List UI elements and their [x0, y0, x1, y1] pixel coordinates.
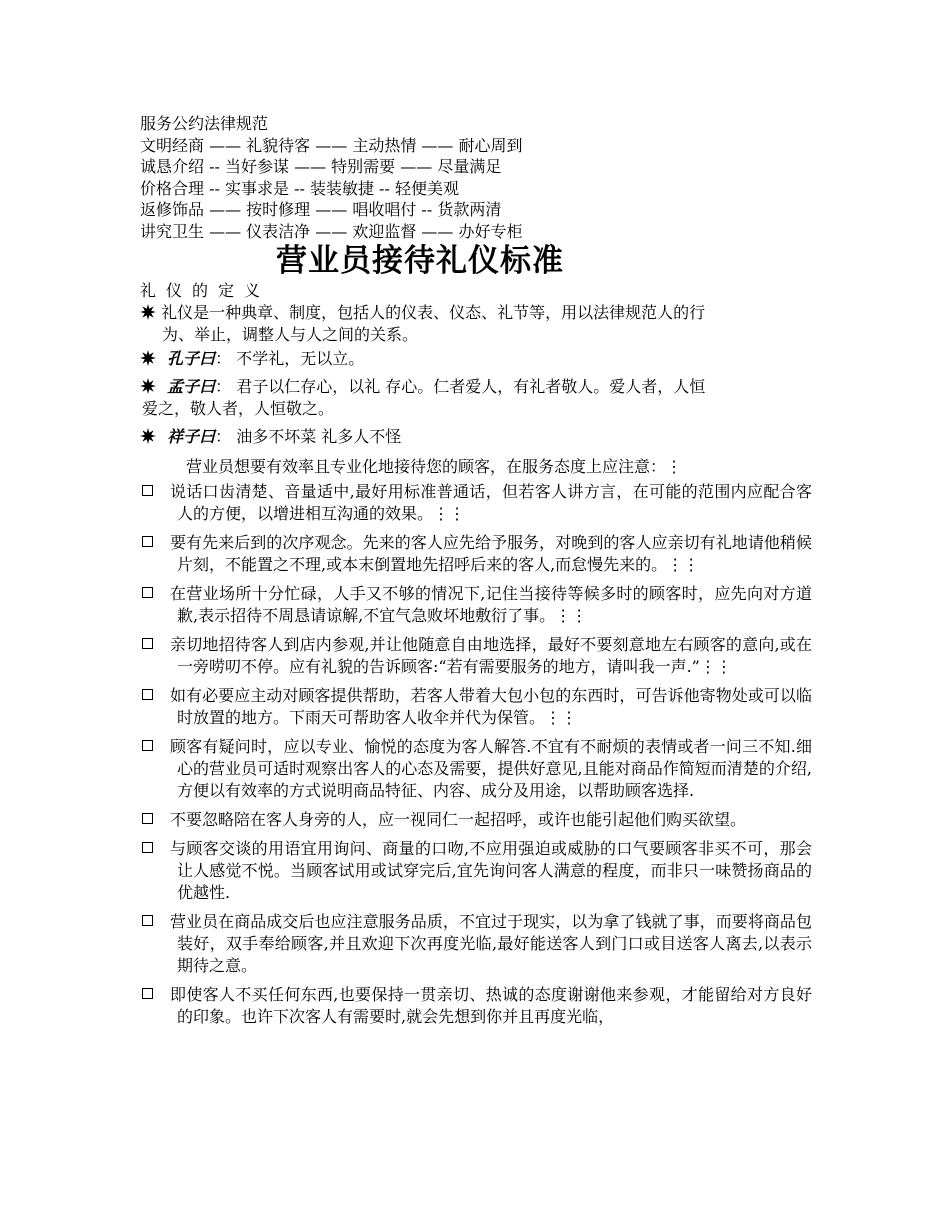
definition-line: 礼仪是一种典章、制度，包括人的仪表、仪态、礼节等，用以法律规范人的行: [140, 302, 810, 324]
service-code-line: 文明经商 —— 礼貌待客 —— 主动热情 —— 耐心周到: [140, 135, 523, 155]
quote-speaker: 祥子曰: [167, 427, 216, 446]
service-code-line: 返修饰品 —— 按时修理 —— 唱收唱付 -- 货款两清: [140, 200, 502, 219]
rule-item: 不要忽略陪在客人身旁的人，应一视同仁一起招呼，或许也能引起他们购买欲望。: [142, 809, 812, 831]
checkbox-bullet-icon: [142, 587, 153, 598]
quote-confucius: 孔子曰： 不学礼，无以立。: [140, 348, 810, 370]
rule-item: 说话口齿清楚、音量适中,最好用标准普通话，但若客人讲方言，在可能的范围内应配合客人的方便，以增进相互沟通的效果。⋮⋮: [142, 481, 812, 525]
service-code-block: [140, 113, 840, 242]
service-code-heading: 服务公约法律规范: [140, 114, 269, 133]
section-heading: 礼仪的定义: [140, 281, 271, 300]
service-code-line: 价格合理 -- 实事求是 -- 装装敏捷 -- 轻便美观: [140, 178, 459, 198]
checkbox-bullet-icon: [142, 638, 153, 649]
page-title: 营业员接待礼仪标准: [276, 243, 564, 279]
quote-mencius: 孟子曰： 君子以仁存心，以礼 存心。仁者爱人，有礼者敬人。爱人者，人恒 爱之，敬人者，人恒敬之。: [140, 376, 810, 420]
quote-text: 油多不坏菜 礼多人不怪: [236, 427, 402, 446]
checkbox-bullet-icon: [142, 842, 153, 853]
checkbox-bullet-icon: [142, 485, 153, 496]
checkbox-bullet-icon: [142, 689, 153, 700]
definition-line: 为、举止，调整人与人之间的关系。: [162, 325, 419, 344]
starburst-bullet-icon: [140, 428, 156, 444]
quote-speaker: 孟子曰: [167, 377, 216, 396]
checkbox-bullet-icon: [142, 813, 153, 824]
rule-item: 要有先来后到的次序观念。先来的客人应先给予服务，对晚到的客人应亲切有礼地请他稍候片刻，不能置之不理,或本末倒置地先招呼后来的客人,而怠慢先来的。⋮⋮: [142, 532, 812, 576]
checkbox-bullet-icon: [142, 536, 153, 547]
rule-item: 如有必要应主动对顾客提供帮助，若客人带着大包小包的东西时，可告诉他寄物处或可以临时放置的地方。下雨天可帮助客人收伞并代为保管。⋮⋮: [142, 685, 812, 729]
rule-item: 与顾客交谈的用语宜用询问、商量的口吻,不应用强迫或威胁的口气要顾客非买不可，那会让人感觉不悦。当顾客试用或试穿完后,宜先询问客人满意的程度，而非只一味赞扬商品的优越性.: [142, 838, 812, 904]
checkbox-bullet-icon: [142, 740, 153, 751]
intro-paragraph: 营业员想要有效率且专业化地接待您的顾客，在服务态度上应注意：⋮: [186, 457, 683, 476]
rule-item: 亲切地招待客人到店内参观,并让他随意自由地选择，最好不要刻意地左右顾客的意向,或在一旁唠叨不停。应有礼貌的告诉顾客:“若有需要服务的地方，请叫我一声.”⋮⋮: [142, 634, 812, 678]
quote-text: 不学礼，无以立。: [236, 349, 365, 368]
rule-item: 顾客有疑问时，应以专业、愉悦的态度为客人解答.不宜有不耐烦的表情或者一问三不知.细心的营业员可适时观察出客人的心态及需要，提供好意见,且能对商品作简短而清楚的介绍,方便以有效率的方式说明商品特征、内容、成分及用途，以帮助顾客选择.: [142, 736, 812, 802]
starburst-bullet-icon: [140, 304, 156, 320]
service-code-line: 诚恳介绍 -- 当好参谋 —— 特别需要 —— 尽量满足: [140, 157, 502, 176]
quote-xiangzi: 祥子曰： 油多不坏菜 礼多人不怪: [140, 426, 810, 448]
checkbox-bullet-icon: [142, 915, 153, 926]
quote-text: 君子以仁存心，以礼 存心。仁者爱人，有礼者敬人。爱人者，人恒: [236, 377, 706, 396]
rule-item: 即使客人不买任何东西,也要保持一贯亲切、热诚的态度谢谢他来参观，才能留给对方良好的印象。也许下次客人有需要时,就会先想到你并且再度光临，: [142, 984, 812, 1028]
definition-paragraph: [140, 302, 810, 346]
quote-text-continued: 爱之，敬人者，人恒敬之。: [142, 399, 335, 418]
service-code-line: 讲究卫生 —— 仪表洁净 —— 欢迎监督 —— 办好专柜: [140, 221, 523, 241]
rules-list: [142, 481, 812, 1035]
rule-item: 营业员在商品成交后也应注意服务品质，不宜过于现实，以为拿了钱就了事，而要将商品包装好，双手奉给顾客,并且欢迎下次再度光临,最好能送客人到门口或目送客人离去,以表示期待之意。: [142, 911, 812, 977]
rule-item: 在营业场所十分忙碌，人手又不够的情况下,记住当接待等候多时的顾客时，应先向对方道歉,表示招待不周恳请谅解,不宜气急败坏地敷衍了事。⋮⋮: [142, 583, 812, 627]
starburst-bullet-icon: [140, 350, 156, 366]
quote-speaker: 孔子曰: [167, 349, 216, 368]
starburst-bullet-icon: [140, 378, 156, 394]
checkbox-bullet-icon: [142, 988, 153, 999]
